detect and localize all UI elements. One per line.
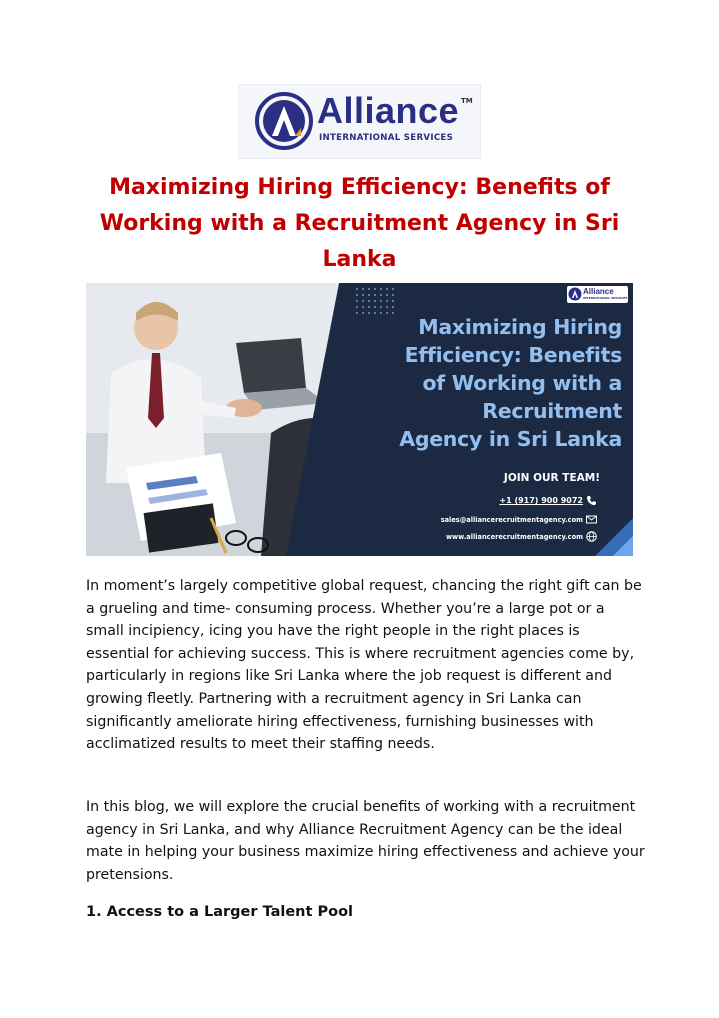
banner-headline-line: of Working with a	[422, 371, 622, 395]
alliance-logo	[238, 84, 481, 159]
blog-overview-paragraph: In this blog, we will explore the crucial benefits of working with a recruitment agency in Sri Lanka, and why Alliance Recruitment Agency can be the ideal mate in helping your business maximize hiring effectiveness and achieve your pretensions.	[86, 799, 645, 883]
logo-subtitle: INTERNATIONAL SERVICES	[319, 133, 454, 143]
banner-headline-line: Recruitment	[482, 399, 622, 423]
banner-headline-line: Efficiency: Benefits	[404, 343, 622, 367]
banner-logo-mark-icon	[568, 287, 582, 301]
logo-trademark: TM	[461, 97, 473, 105]
corner-decoration	[573, 496, 633, 556]
banner-logo	[567, 286, 628, 303]
join-team-label: JOIN OUR TEAM!	[503, 472, 600, 484]
section-heading: 1. Access to a Larger Talent Pool	[86, 904, 353, 920]
document-title: Maximizing Hiring Efficiency: Benefits of Working with a Recruitment Agency in Sri Lanka	[99, 175, 620, 272]
hero-banner	[86, 283, 633, 556]
banner-email: sales@alliancerecruitmentagency.com	[440, 516, 583, 524]
banner-phone: +1 (917) 900 9072	[499, 496, 583, 505]
logo-wordmark: Alliance	[317, 90, 460, 131]
banner-logo-subtitle: INTERNATIONAL SERVICES	[583, 296, 628, 300]
intro-paragraph: In moment’s largely competitive global request, chancing the right gift can be a grueling and time- consuming process. Whether you’re a large pot or a small incipiency, icing you have the right people in the right places is essential for achieving success. This is where recruitment agencies come by, particularly in regions like Sri Lanka where the job request is different and growing fleetly. Partnering with a recruitment agency in Sri Lanka can significantly ameliorate hiring effectiveness, furnishing businesses with acclimatized results to meet their staffing needs.	[86, 578, 642, 753]
alliance-logo-mark-icon	[255, 92, 313, 150]
banner-headline	[336, 313, 622, 453]
banner-logo-name: Alliance	[583, 287, 614, 296]
banner-headline-line: Agency in Sri Lanka	[399, 427, 622, 451]
banner-website: www.alliancerecruitmentagency.com	[445, 533, 583, 541]
banner-headline-line: Maximizing Hiring	[418, 315, 622, 339]
dot-pattern	[354, 286, 398, 314]
